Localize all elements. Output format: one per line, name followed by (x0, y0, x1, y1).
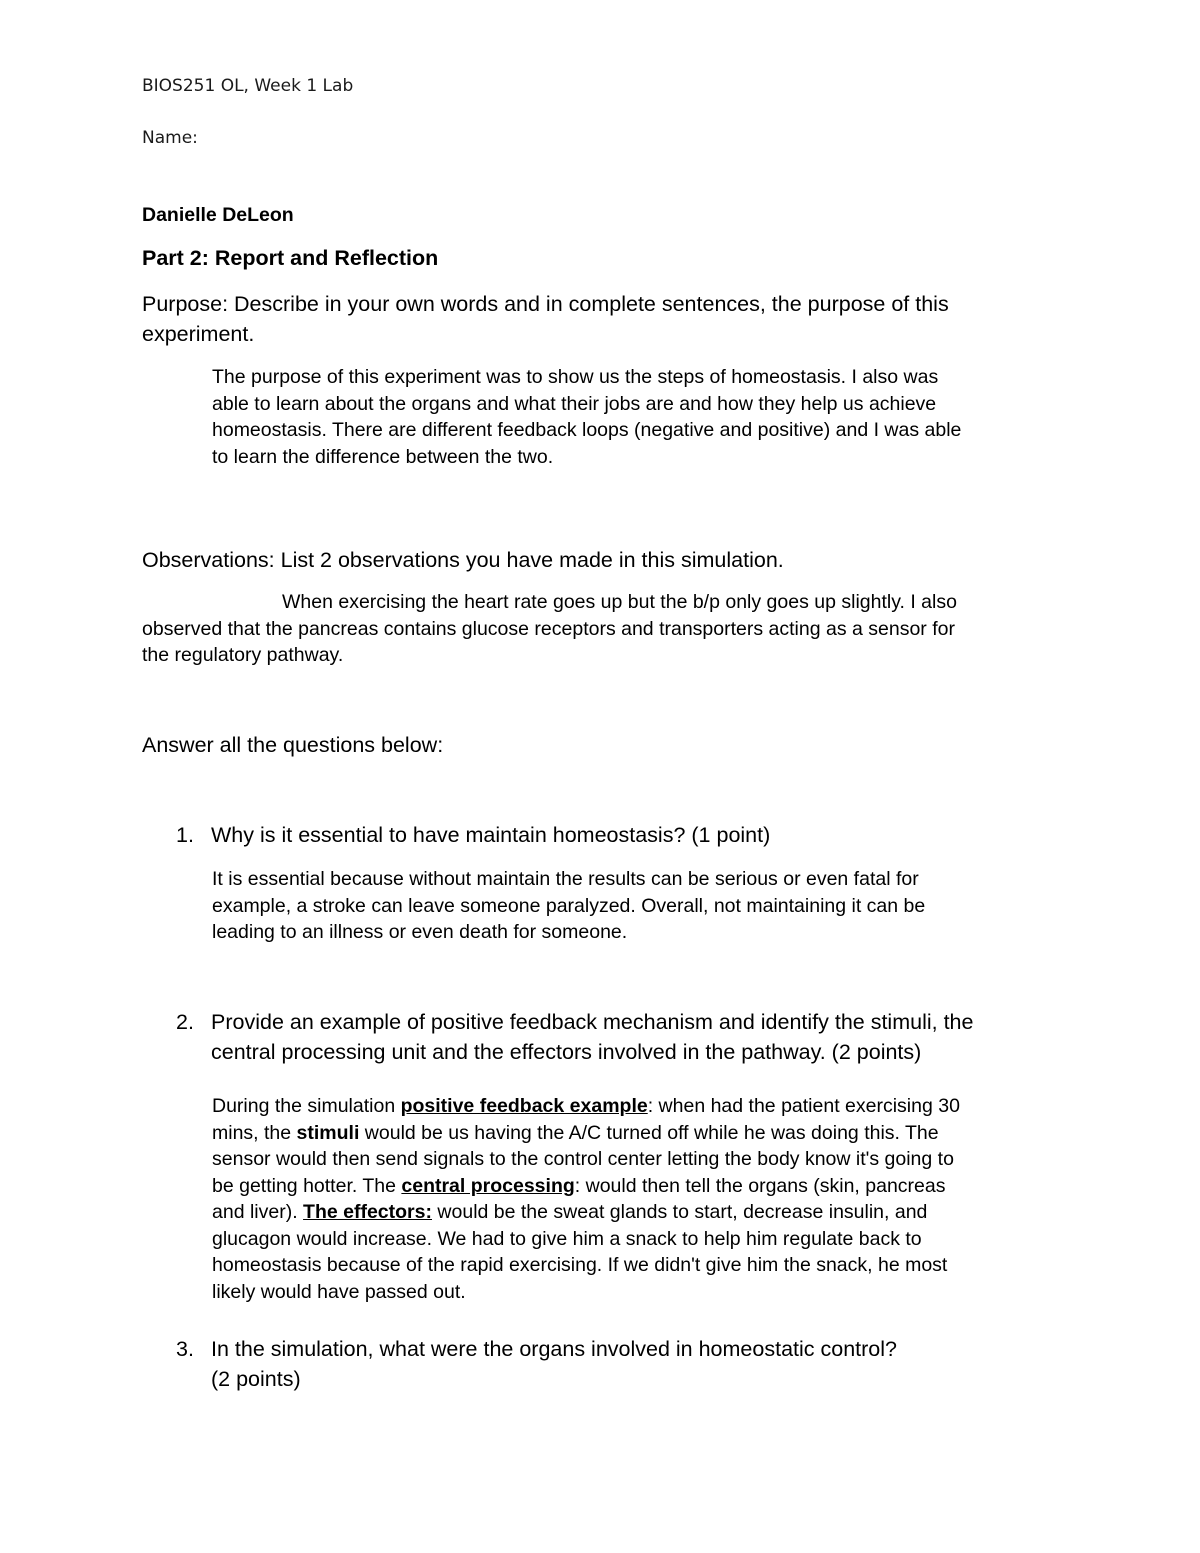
emphasis-stimuli: stimuli (296, 1121, 360, 1144)
emphasis-the-effectors: The effectors: (303, 1201, 432, 1223)
answer-text: be getting hotter. The (212, 1174, 402, 1197)
answer-line: example, a stroke can leave someone paralyzed. Overall, not maintaining it can be (212, 894, 926, 917)
question-text-line: Provide an example of positive feedback mechanism and identify the stimuli, the (211, 1010, 974, 1034)
answer-text: mins, the (212, 1121, 297, 1144)
observations-answer-line: the regulatory pathway. (142, 644, 344, 666)
name-label: Name: (142, 128, 198, 148)
answer-line: likely would have passed out. (212, 1280, 466, 1303)
part-heading: Part 2: Report and Reflection (142, 246, 439, 270)
purpose-prompt-line: Purpose: Describe in your own words and in complete sentences, the purpose of this (142, 292, 949, 316)
answer-text: : when had the patient exercising 30 (647, 1095, 960, 1117)
answer-line (212, 1093, 960, 1120)
question-number: 2. (176, 1010, 194, 1034)
purpose-answer-line: homeostasis. There are different feedback loops (negative and positive) and I was able (212, 419, 962, 441)
purpose-prompt (142, 289, 949, 349)
question-text (211, 820, 770, 850)
observations-answer-line: observed that the pancreas contains glucose receptors and transporters acting as a sensor for (142, 617, 955, 640)
purpose-answer-line: to learn the difference between the two. (212, 445, 554, 468)
author-name: Danielle DeLeon (142, 204, 294, 226)
question-number: 3. (176, 1337, 194, 1361)
questions-intro: Answer all the questions below: (142, 733, 444, 757)
question-answer (212, 1093, 960, 1305)
course-title: BIOS251 OL, Week 1 Lab (142, 76, 354, 96)
emphasis-central-processing: central processing (401, 1174, 575, 1197)
answer-line (212, 1120, 960, 1147)
question-text (211, 1334, 897, 1394)
observations-answer-line: When exercising the heart rate goes up but the b/p only goes up slightly. I also (282, 591, 957, 613)
answer-line (212, 1199, 960, 1226)
question-text-line: In the simulation, what were the organs involved in homeostatic control? (211, 1337, 897, 1361)
question-text-line: Why is it essential to have maintain homeostasis? (1 point) (211, 823, 771, 847)
question-number: 1. (176, 823, 194, 847)
question-text (211, 1007, 973, 1067)
answer-text: and liver). (212, 1201, 304, 1223)
emphasis-positive-feedback-example: positive feedback example (400, 1095, 648, 1117)
observations-prompt: Observations: List 2 observations you have made in this simulation. (142, 548, 784, 572)
answer-text: would be us having the A/C turned off while he was doing this. The (359, 1121, 939, 1144)
answer-line: homeostasis because of the rapid exercising. If we didn't give him the snack, he most (212, 1254, 948, 1276)
answer-line (212, 1173, 960, 1200)
answer-line: It is essential because without maintain the results can be serious or even fatal for (212, 868, 919, 890)
question-text-line: (2 points) (211, 1367, 301, 1391)
answer-text: : would then tell the organs (skin, pancreas (574, 1174, 946, 1197)
answer-text: would be the sweat glands to start, decrease insulin, and (432, 1201, 928, 1223)
question-answer (212, 866, 925, 946)
answer-line: sensor would then send signals to the control center letting the body know it's going to (212, 1148, 954, 1170)
purpose-answer (212, 364, 961, 470)
purpose-answer-line: able to learn about the organs and what their jobs are and how they help us achieve (212, 392, 937, 415)
answer-line: glucagon would increase. We had to give him a snack to help him regulate back to (212, 1227, 922, 1250)
purpose-answer-line: The purpose of this experiment was to show us the steps of homeostasis. I also was (212, 366, 939, 388)
purpose-prompt-line: experiment. (142, 322, 255, 346)
observations-answer (142, 589, 957, 669)
answer-text: During the simulation (212, 1095, 401, 1117)
answer-line: leading to an illness or even death for someone. (212, 921, 628, 943)
question-text-line: central processing unit and the effectors involved in the pathway. (2 points) (211, 1040, 922, 1064)
